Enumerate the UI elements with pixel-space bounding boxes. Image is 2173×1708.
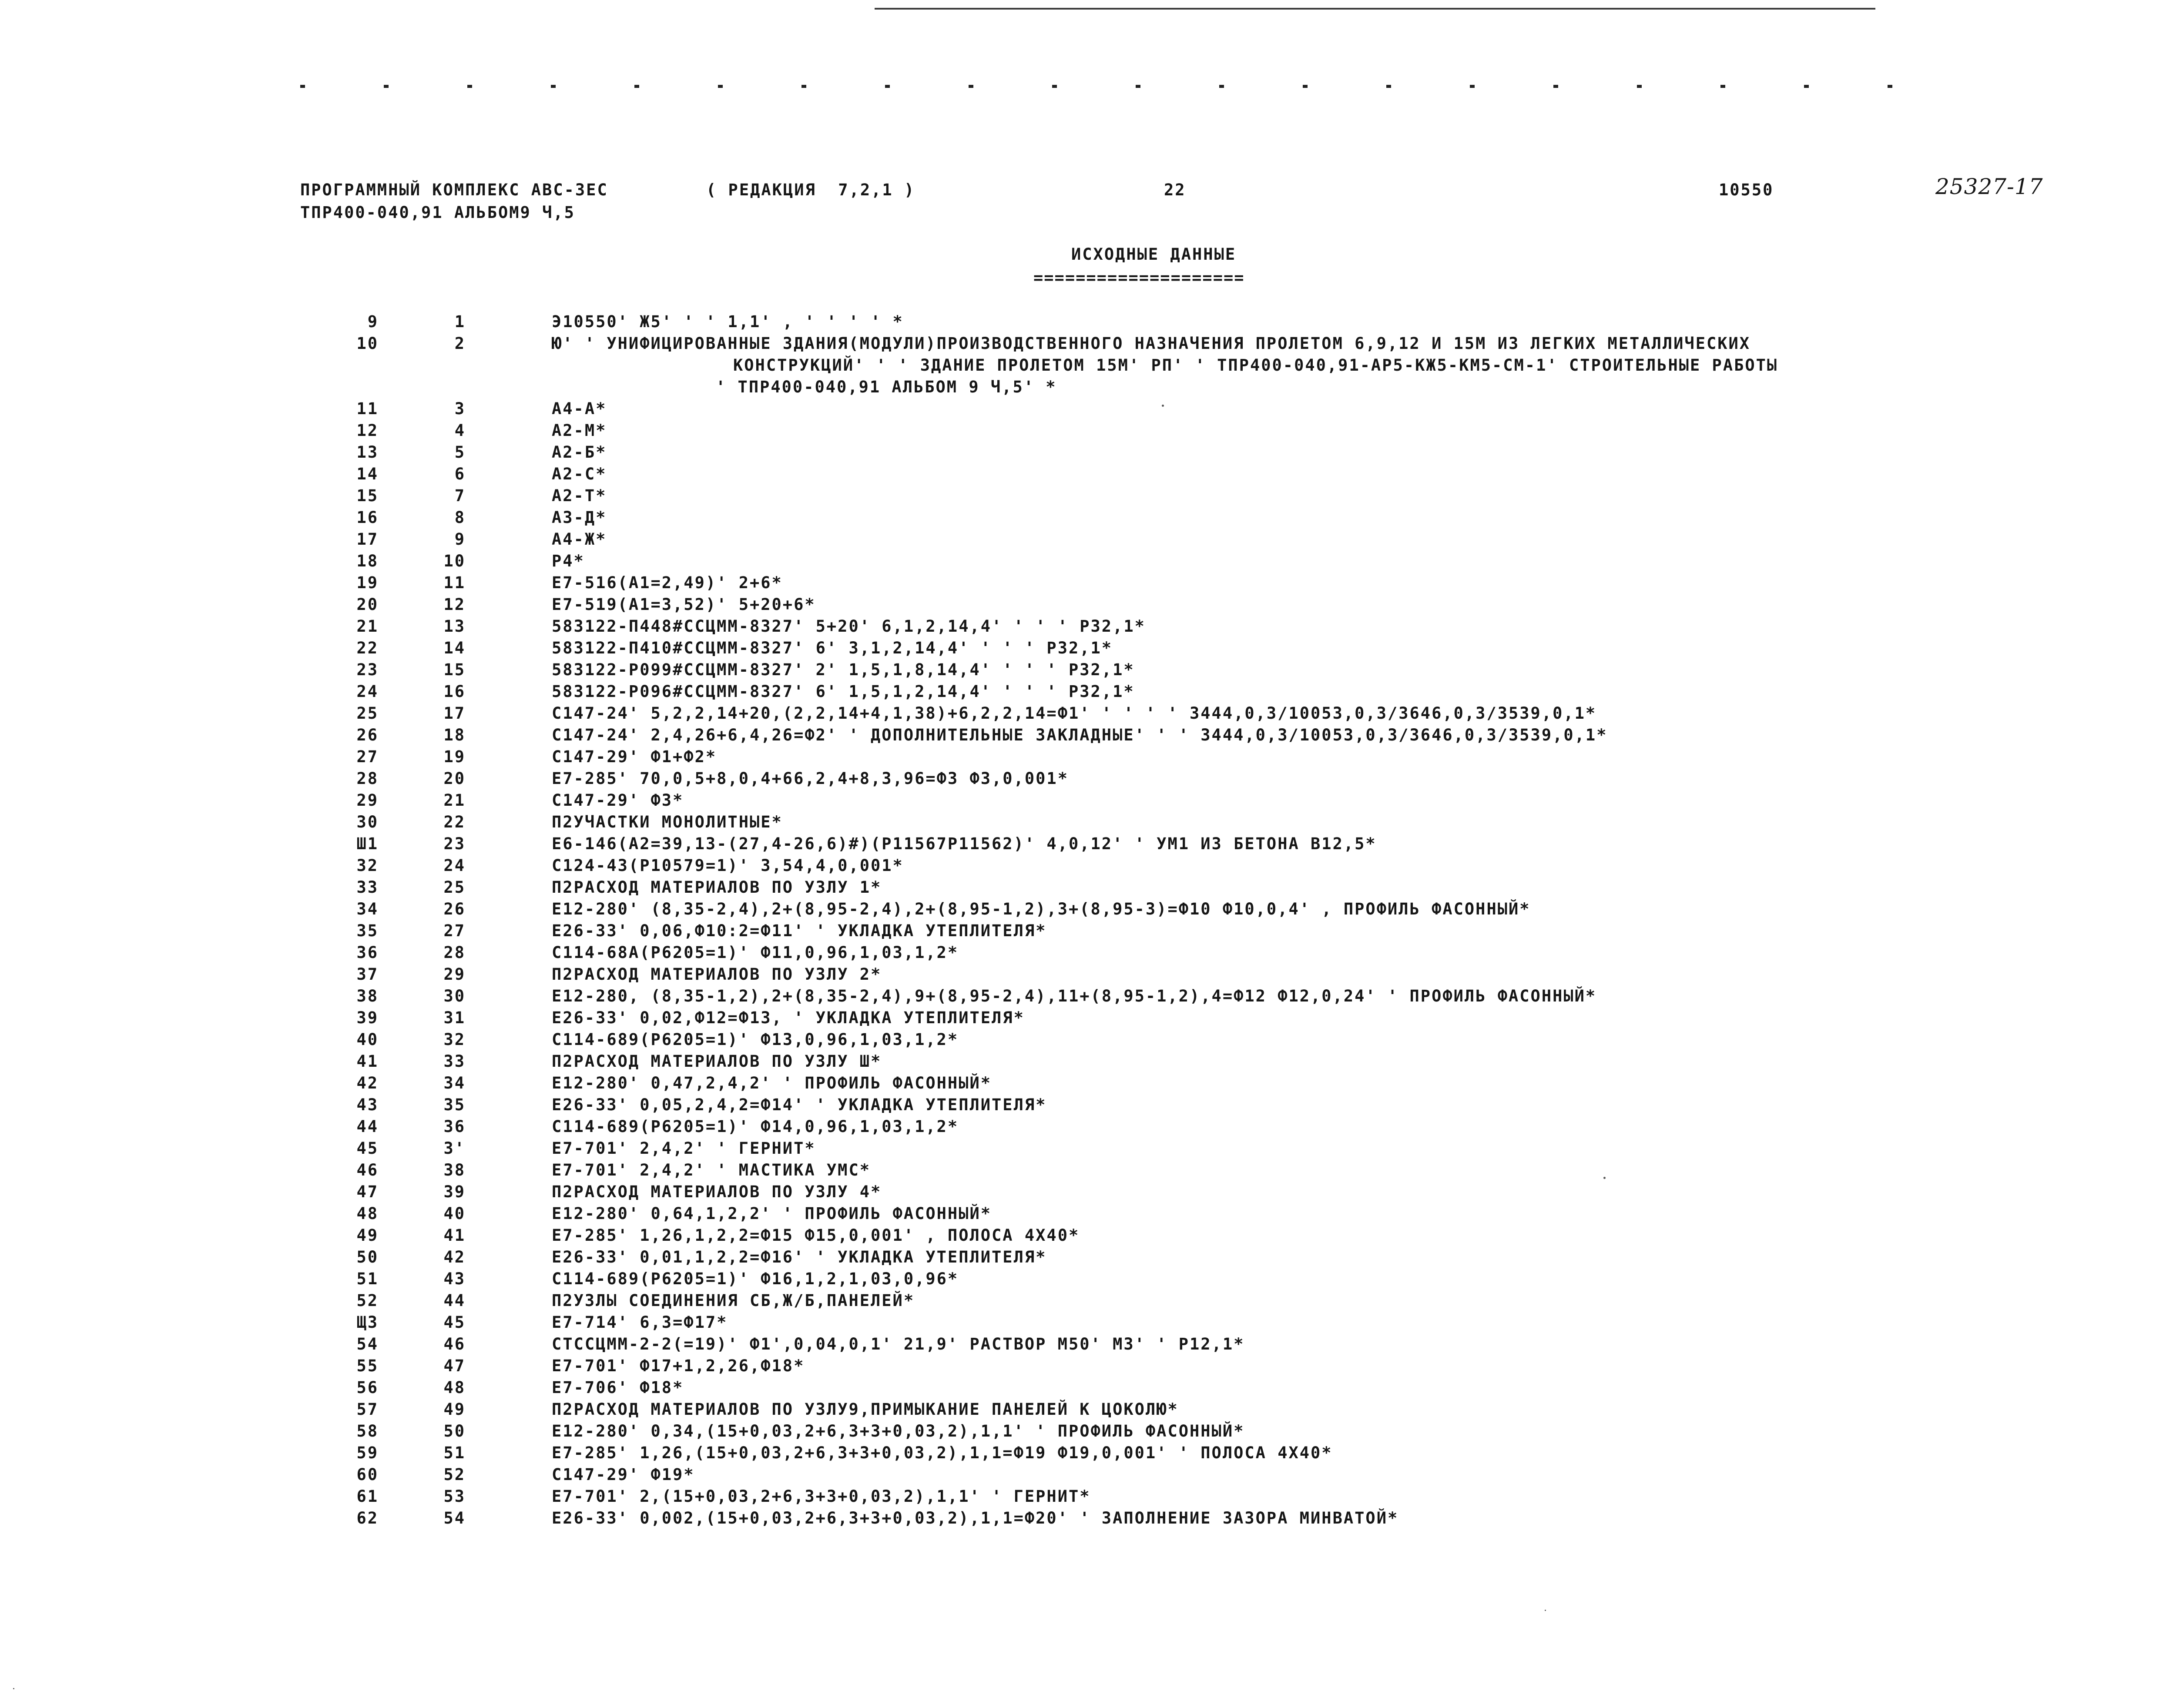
statement-text: А4-Ж*	[552, 530, 607, 549]
continuation-text: ' ТПР400-040,91 АЛЬБОМ 9 Ч,5' *	[716, 378, 1057, 396]
sequence-number: 24	[356, 682, 379, 701]
statement-text: Е7-516(А1=2,49)' 2+6*	[552, 573, 783, 592]
feed-mark	[1052, 85, 1057, 88]
statement-number: 5	[454, 443, 466, 462]
sequence-number: 43	[356, 1095, 379, 1114]
statement-text: А2-С*	[552, 465, 607, 483]
statement-text: Е26-33' 0,002,(15+0,03,2+6,3+3+0,03,2),1,1=Ф20' ' ЗАПОЛНЕНИЕ ЗАЗОРА МИНВАТОЙ*	[552, 1509, 1399, 1527]
statement-text: 583122-П410#ССЦММ-8327' 6' 3,1,2,14,4' ' ' ' Р32,1*	[552, 639, 1113, 657]
statement-number: 40	[443, 1204, 466, 1223]
feed-mark	[551, 85, 556, 88]
listing-row	[0, 854, 2173, 875]
sequence-number: 59	[356, 1443, 379, 1462]
sequence-number: 48	[356, 1204, 379, 1223]
sequence-number: 15	[356, 486, 379, 505]
sequence-number: 30	[356, 813, 379, 831]
section-underline: ====================	[1033, 268, 1245, 287]
listing-rows	[0, 310, 2173, 1528]
sequence-number: 26	[356, 726, 379, 744]
listing-row	[0, 353, 2173, 375]
sequence-number: 47	[356, 1182, 379, 1201]
statement-text: 583122-П448#ССЦММ-8327' 5+20' 6,1,2,14,4' ' ' ' Р32,1*	[552, 617, 1146, 636]
sequence-number: 44	[356, 1117, 379, 1136]
statement-number: 15	[443, 660, 466, 679]
section-title: ИСХОДНЫЕ ДАННЫЕ	[1071, 245, 1237, 264]
statement-number: 52	[443, 1465, 466, 1484]
statement-number: 32	[443, 1030, 466, 1049]
listing-row	[0, 1332, 2173, 1354]
statement-number: 38	[443, 1161, 466, 1179]
listing-row	[0, 1484, 2173, 1506]
statement-number: 46	[443, 1335, 466, 1353]
listing-row	[0, 745, 2173, 767]
feed-mark	[384, 85, 389, 88]
listing-row	[0, 810, 2173, 832]
sequence-number: 52	[356, 1291, 379, 1310]
document-code: 10550	[1719, 181, 1774, 199]
sequence-number: 58	[356, 1422, 379, 1440]
listing-row	[0, 1289, 2173, 1310]
statement-number: 19	[443, 747, 466, 766]
statement-number: 25	[443, 878, 466, 897]
statement-number: 8	[454, 508, 466, 527]
listing-row	[0, 1180, 2173, 1202]
speck	[1162, 405, 1164, 407]
statement-text: 583122-Р099#ССЦММ-8327' 2' 1,5,1,8,14,4' ' ' ' Р32,1*	[552, 660, 1135, 679]
album-subtitle: ТПР400-040,91 АЛЬБОМ9 Ч,5	[300, 203, 575, 222]
listing-row	[0, 1071, 2173, 1093]
listing-row	[0, 1463, 2173, 1484]
statement-number: 7	[454, 486, 466, 505]
statement-number: 31	[443, 1008, 466, 1027]
statement-number: 3	[454, 399, 466, 418]
statement-text: Е7-701' 2,4,2' ' ГЕРНИТ*	[552, 1139, 816, 1158]
statement-number: 34	[443, 1074, 466, 1092]
listing-row	[0, 767, 2173, 788]
listing-row	[0, 680, 2173, 701]
statement-number: 17	[443, 704, 466, 723]
sequence-number: 60	[356, 1465, 379, 1484]
statement-text: Ю' ' УНИФИЦИРОВАННЫЕ ЗДАНИЯ(МОДУЛИ)ПРОИЗВОДСТВЕННОГО НАЗНАЧЕНИЯ ПРОЛЕТОМ 6,9,12 И 15М ИЗ ЛЕГКИХ МЕТАЛЛИЧЕСКИХ	[552, 334, 1751, 353]
statement-text: П2РАСХОД МАТЕРИАЛОВ ПО УЗЛУ Ш*	[552, 1052, 882, 1071]
sequence-number: 37	[356, 965, 379, 984]
statement-number: 53	[443, 1487, 466, 1506]
listing-row	[0, 1245, 2173, 1267]
statement-number: 14	[443, 639, 466, 657]
sequence-number: 32	[356, 856, 379, 875]
sequence-number: 61	[356, 1487, 379, 1506]
feed-mark	[801, 85, 806, 88]
feed-mark	[969, 85, 973, 88]
sequence-number: 45	[356, 1139, 379, 1158]
feed-mark	[1470, 85, 1475, 88]
statement-text: Р4*	[552, 552, 585, 570]
statement-number: 12	[443, 595, 466, 614]
sequence-number: 35	[356, 921, 379, 940]
statement-number: 24	[443, 856, 466, 875]
statement-number: 3'	[443, 1139, 466, 1158]
statement-number: 43	[443, 1269, 466, 1288]
listing-row	[0, 1506, 2173, 1528]
statement-number: 44	[443, 1291, 466, 1310]
statement-number: 49	[443, 1400, 466, 1419]
listing-row	[0, 614, 2173, 636]
statement-text: Е7-519(А1=3,52)' 5+20+6*	[552, 595, 816, 614]
statement-text: С114-68А(Р6205=1)' Ф11,0,96,1,03,1,2*	[552, 943, 959, 962]
sequence-number: 54	[356, 1335, 379, 1353]
statement-text: С124-43(Р10579=1)' 3,54,4,0,001*	[552, 856, 904, 875]
listing-row	[0, 658, 2173, 680]
listing-row	[0, 549, 2173, 571]
listing-row	[0, 941, 2173, 962]
listing-row	[0, 1441, 2173, 1463]
statement-text: С147-29' Ф3*	[552, 791, 684, 810]
sequence-number: 42	[356, 1074, 379, 1092]
listing-row	[0, 701, 2173, 723]
statement-number: 21	[443, 791, 466, 810]
statement-text: Е6-146(А2=39,13-(27,4-26,6)#)(Р11567Р11562)' 4,0,12' ' УМ1 ИЗ БЕТОНА В12,5*	[552, 834, 1377, 853]
sequence-number: Щ3	[356, 1313, 379, 1332]
statement-text: А2-Т*	[552, 486, 607, 505]
sequence-number: 62	[356, 1509, 379, 1527]
sequence-number: 20	[356, 595, 379, 614]
statement-text: Е12-280' 0,64,1,2,2' ' ПРОФИЛЬ ФАСОННЫЙ*	[552, 1204, 992, 1223]
listing-row	[0, 1136, 2173, 1158]
statement-text: П2РАСХОД МАТЕРИАЛОВ ПО УЗЛУ 1*	[552, 878, 882, 897]
sequence-number: 38	[356, 987, 379, 1005]
feed-mark	[1303, 85, 1308, 88]
statement-text: Е26-33' 0,01,1,2,2=Ф16' ' УКЛАДКА УТЕПЛИТЕЛЯ*	[552, 1248, 1047, 1266]
sequence-number: 41	[356, 1052, 379, 1071]
statement-number: 51	[443, 1443, 466, 1462]
statement-text: Е7-285' 1,26,(15+0,03,2+6,3+3+0,03,2),1,1=Ф19 Ф19,0,001' ' ПОЛОСА 4Х40*	[552, 1443, 1333, 1462]
sequence-number: 12	[356, 421, 379, 440]
statement-number: 39	[443, 1182, 466, 1201]
statement-text: Е7-706' Ф18*	[552, 1378, 684, 1397]
listing-row	[0, 897, 2173, 919]
listing-row	[0, 1049, 2173, 1071]
sequence-number: 57	[356, 1400, 379, 1419]
sequence-number: 46	[356, 1161, 379, 1179]
listing-row	[0, 397, 2173, 419]
listing-row	[0, 1267, 2173, 1289]
statement-text: Е26-33' 0,02,Ф12=Ф13, ' УКЛАДКА УТЕПЛИТЕЛЯ*	[552, 1008, 1025, 1027]
statement-text: С147-24' 5,2,2,14+20,(2,2,14+4,1,38)+6,2,2,14=Ф1' ' ' ' ' 3444,0,3/10053,0,3/3646,0,3/3539,0,1*	[552, 704, 1597, 723]
statement-number: 42	[443, 1248, 466, 1266]
sequence-number: 36	[356, 943, 379, 962]
sequence-number: 21	[356, 617, 379, 636]
top-rule	[875, 8, 1875, 10]
statement-number: 48	[443, 1378, 466, 1397]
statement-number: 35	[443, 1095, 466, 1114]
feed-mark	[1804, 85, 1809, 88]
listing-row	[0, 1028, 2173, 1049]
listing-row	[0, 1419, 2173, 1441]
statement-number: 6	[454, 465, 466, 483]
sequence-number: 50	[356, 1248, 379, 1266]
statement-text: Е12-280' 0,34,(15+0,03,2+6,3+3+0,03,2),1,1' ' ПРОФИЛЬ ФАСОННЫЙ*	[552, 1422, 1245, 1440]
statement-number: 2	[454, 334, 466, 353]
continuation-text: КОНСТРУКЦИЙ' ' ' ЗДАНИЕ ПРОЛЕТОМ 15М' РП' ' ТПР400-040,91-АР5-КЖ5-КМ5-СМ-1' СТРОИТЕЛЬНЫЕ РАБОТЫ	[733, 356, 1778, 375]
listing-row	[0, 440, 2173, 462]
statement-number: 28	[443, 943, 466, 962]
sequence-number: 27	[356, 747, 379, 766]
statement-number: 27	[443, 921, 466, 940]
statement-text: Е7-285' 1,26,1,2,2=Ф15 Ф15,0,001' , ПОЛОСА 4Х40*	[552, 1226, 1080, 1245]
statement-number: 54	[443, 1509, 466, 1527]
sequence-number: 51	[356, 1269, 379, 1288]
listing-row	[0, 484, 2173, 506]
listing-row	[0, 1115, 2173, 1136]
listing-row	[0, 962, 2173, 984]
statement-number: 45	[443, 1313, 466, 1332]
statement-text: А2-Б*	[552, 443, 607, 462]
statement-number: 47	[443, 1356, 466, 1375]
listing-row	[0, 1397, 2173, 1419]
listing-row	[0, 1158, 2173, 1180]
feed-mark	[885, 85, 890, 88]
listing-row	[0, 832, 2173, 854]
listing-row	[0, 788, 2173, 810]
sequence-number: 56	[356, 1378, 379, 1397]
speck	[1603, 1177, 1606, 1179]
sequence-number: 33	[356, 878, 379, 897]
sequence-number: 17	[356, 530, 379, 549]
listing-row	[0, 506, 2173, 527]
sequence-number: 19	[356, 573, 379, 592]
feed-mark	[1136, 85, 1140, 88]
sequence-number: 11	[356, 399, 379, 418]
listing-row	[0, 1376, 2173, 1397]
listing-row	[0, 723, 2173, 745]
page-number: 22	[1164, 181, 1186, 199]
listing-row	[0, 984, 2173, 1006]
feed-mark	[1386, 85, 1391, 88]
feed-mark	[1219, 85, 1224, 88]
listing-row	[0, 310, 2173, 332]
statement-number: 1	[454, 312, 466, 331]
statement-number: 11	[443, 573, 466, 592]
statement-text: С147-24' 2,4,26+6,4,26=Ф2' ' ДОПОЛНИТЕЛЬНЫЕ ЗАКЛАДНЫЕ' ' ' 3444,0,3/10053,0,3/3646,0,3/3539,0,1*	[552, 726, 1608, 744]
listing-row	[0, 527, 2173, 549]
listing-row	[0, 1310, 2173, 1332]
sequence-number: 40	[356, 1030, 379, 1049]
feed-mark	[1637, 85, 1642, 88]
sequence-number: 25	[356, 704, 379, 723]
statement-number: 29	[443, 965, 466, 984]
sequence-number: 28	[356, 769, 379, 788]
statement-number: 22	[443, 813, 466, 831]
listing-row	[0, 875, 2173, 897]
sequence-number: 49	[356, 1226, 379, 1245]
statement-number: 9	[454, 530, 466, 549]
statement-text: П2РАСХОД МАТЕРИАЛОВ ПО УЗЛУ 4*	[552, 1182, 882, 1201]
statement-text: Е26-33' 0,05,2,4,2=Ф14' ' УКЛАДКА УТЕПЛИТЕЛЯ*	[552, 1095, 1047, 1114]
listing-row	[0, 919, 2173, 941]
statement-text: П2РАСХОД МАТЕРИАЛОВ ПО УЗЛУ9,ПРИМЫКАНИЕ ПАНЕЛЕЙ К ЦОКОЛЮ*	[552, 1400, 1179, 1419]
statement-text: Е12-280' 0,47,2,4,2' ' ПРОФИЛЬ ФАСОННЫЙ*	[552, 1074, 992, 1092]
statement-text: Е7-701' 2,(15+0,03,2+6,3+3+0,03,2),1,1' ' ГЕРНИТ*	[552, 1487, 1091, 1506]
feed-mark	[467, 85, 472, 88]
listing-row	[0, 419, 2173, 440]
statement-number: 20	[443, 769, 466, 788]
listing-row	[0, 1223, 2173, 1245]
speck	[1545, 1610, 1546, 1611]
statement-text: СТССЦММ-2-2(=19)' Ф1',0,04,0,1' 21,9' РАСТВОР М50' М3' ' Р12,1*	[552, 1335, 1245, 1353]
sequence-number: 13	[356, 443, 379, 462]
statement-text: Е7-714' 6,3=Ф17*	[552, 1313, 728, 1332]
handwritten-stamp: 25327-17	[1935, 174, 2043, 199]
statement-number: 26	[443, 900, 466, 918]
statement-text: А3-Д*	[552, 508, 607, 527]
tractor-feed-marks	[300, 85, 1967, 94]
statement-text: Э10550' Ж5' ' ' 1,1' , ' ' ' ' *	[552, 312, 904, 331]
statement-number: 33	[443, 1052, 466, 1071]
sequence-number: 16	[356, 508, 379, 527]
statement-text: Е7-701' 2,4,2' ' МАСТИКА УМС*	[552, 1161, 871, 1179]
listing-row	[0, 462, 2173, 484]
statement-number: 50	[443, 1422, 466, 1440]
sequence-number: 9	[367, 312, 379, 331]
statement-number: 16	[443, 682, 466, 701]
sequence-number: 55	[356, 1356, 379, 1375]
listing-row	[0, 375, 2173, 397]
sequence-number: 14	[356, 465, 379, 483]
statement-number: 18	[443, 726, 466, 744]
statement-number: 10	[443, 552, 466, 570]
feed-mark	[1553, 85, 1558, 88]
program-name: ПРОГРАММНЫЙ КОМПЛЕКС АВС-3ЕС	[300, 181, 608, 199]
speck	[13, 1688, 14, 1689]
statement-text: П2УЗЛЫ СОЕДИНЕНИЯ СБ,Ж/Б,ПАНЕЛЕЙ*	[552, 1291, 915, 1310]
statement-text: С147-29' Ф1+Ф2*	[552, 747, 717, 766]
sequence-number: 22	[356, 639, 379, 657]
listing-row	[0, 1006, 2173, 1028]
statement-text: Е26-33' 0,06,Ф10:2=Ф11' ' УКЛАДКА УТЕПЛИТЕЛЯ*	[552, 921, 1047, 940]
statement-text: С114-689(Р6205=1)' Ф14,0,96,1,03,1,2*	[552, 1117, 959, 1136]
sequence-number: 34	[356, 900, 379, 918]
listing-row	[0, 332, 2173, 353]
statement-number: 4	[454, 421, 466, 440]
statement-text: Е12-280, (8,35-1,2),2+(8,35-2,4),9+(8,95-2,4),11+(8,95-1,2),4=Ф12 Ф12,0,24' ' ПРОФИЛЬ ФАСОННЫЙ*	[552, 987, 1597, 1005]
statement-number: 23	[443, 834, 466, 853]
sequence-number: 18	[356, 552, 379, 570]
statement-text: 583122-Р096#ССЦММ-8327' 6' 1,5,1,2,14,4' ' ' ' Р32,1*	[552, 682, 1135, 701]
statement-text: С114-689(Р6205=1)' Ф16,1,2,1,03,0,96*	[552, 1269, 959, 1288]
statement-text: С114-689(Р6205=1)' Ф13,0,96,1,03,1,2*	[552, 1030, 959, 1049]
statement-number: 30	[443, 987, 466, 1005]
feed-mark	[1888, 85, 1892, 88]
sequence-number: 23	[356, 660, 379, 679]
listing-row	[0, 1093, 2173, 1115]
listing-row	[0, 593, 2173, 614]
statement-text: А2-М*	[552, 421, 607, 440]
statement-number: 13	[443, 617, 466, 636]
listing-row	[0, 571, 2173, 593]
statement-text: С147-29' Ф19*	[552, 1465, 695, 1484]
edition-label: ( РЕДАКЦИЯ 7,2,1 )	[706, 181, 915, 199]
feed-mark	[300, 85, 305, 88]
listing-row	[0, 1354, 2173, 1376]
statement-text: Е7-701' Ф17+1,2,26,Ф18*	[552, 1356, 805, 1375]
statement-text: А4-А*	[552, 399, 607, 418]
feed-mark	[718, 85, 723, 88]
statement-text: П2РАСХОД МАТЕРИАЛОВ ПО УЗЛУ 2*	[552, 965, 882, 984]
statement-number: 41	[443, 1226, 466, 1245]
sequence-number: 10	[356, 334, 379, 353]
sequence-number: 39	[356, 1008, 379, 1027]
statement-number: 36	[443, 1117, 466, 1136]
sequence-number: 29	[356, 791, 379, 810]
listing-row	[0, 636, 2173, 658]
statement-text: Е7-285' 70,0,5+8,0,4+66,2,4+8,3,96=Ф3 Ф3,0,001*	[552, 769, 1069, 788]
feed-mark	[1720, 85, 1725, 88]
sequence-number: Ш1	[356, 834, 379, 853]
listing-row	[0, 1202, 2173, 1223]
statement-text: Е12-280' (8,35-2,4),2+(8,95-2,4),2+(8,95-1,2),3+(8,95-3)=Ф10 Ф10,0,4' , ПРОФИЛЬ ФАСОННЫЙ*	[552, 900, 1531, 918]
statement-text: П2УЧАСТКИ МОНОЛИТНЫЕ*	[552, 813, 783, 831]
feed-mark	[634, 85, 639, 88]
